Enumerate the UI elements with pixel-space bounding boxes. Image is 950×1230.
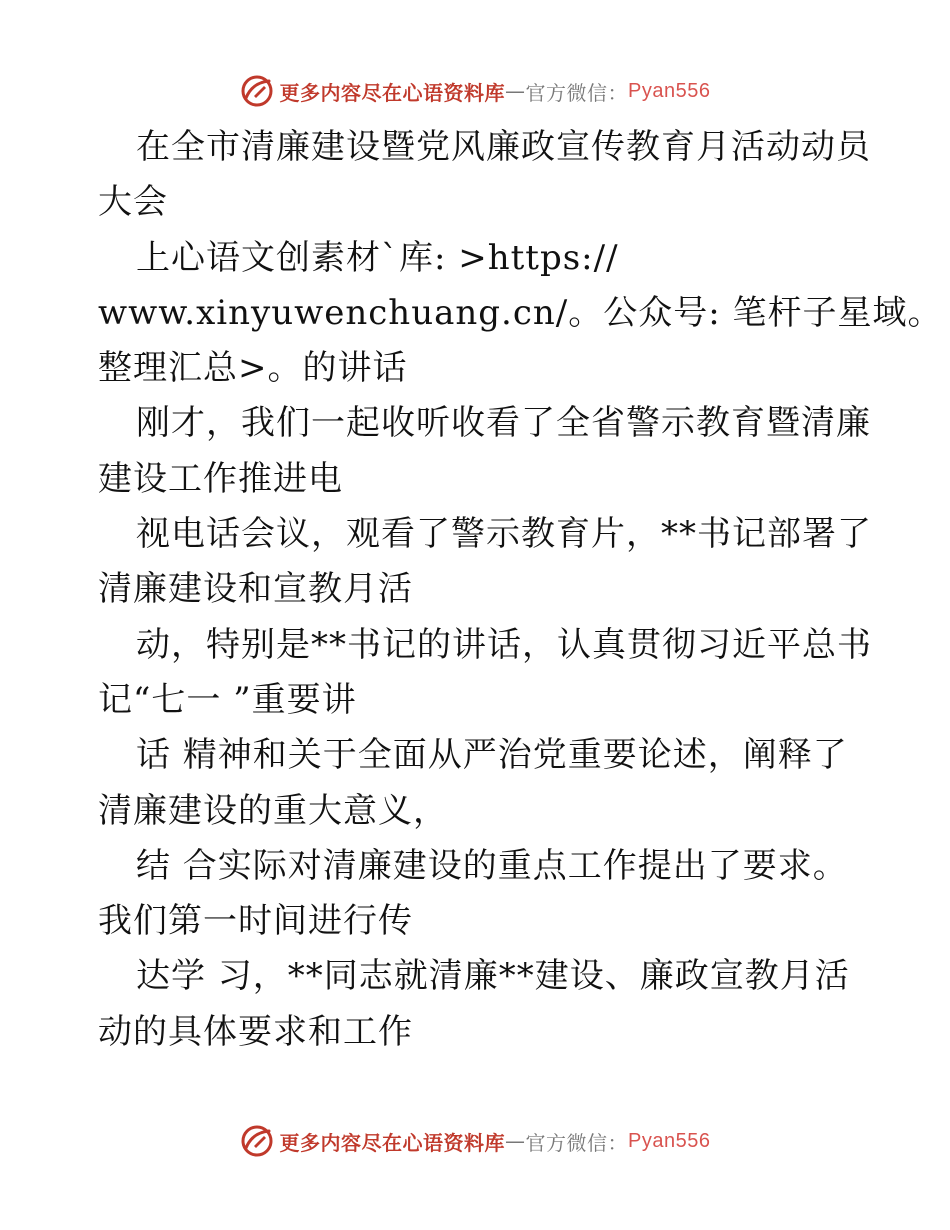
banner-wechat-label: 官方微信：	[525, 80, 629, 105]
document-body	[98, 120, 943, 1060]
body-line: 话 精神和关于全面从严治党重要论述，阐释了	[136, 735, 848, 776]
banner-wechat-label: 官方微信：	[525, 1130, 629, 1155]
body-line: 整理汇总>。的讲话	[98, 348, 408, 389]
pen-logo-icon	[240, 74, 274, 108]
body-line: 动，特别是**书记的讲话，认真贯彻习近平总书	[136, 624, 872, 665]
banner-wechat-id: Pyan556	[628, 1129, 711, 1152]
body-line: 达学 习，**同志就清廉**建设、廉政宣教月活	[136, 956, 850, 997]
banner-separator: —	[505, 1129, 526, 1153]
body-line: 上心语文创素材`库: >https://	[136, 237, 619, 278]
body-line: 在全市清廉建设暨党风廉政宣传教育月活动动员	[136, 127, 871, 167]
body-line: 结 合实际对清廉建设的重点工作提出了要求。	[136, 845, 848, 886]
body-line: 记“七一 ”重要讲	[98, 679, 357, 720]
body-line: 刚才，我们一起收听收看了全省警示教育暨清廉	[136, 403, 871, 444]
footer-banner-text	[280, 1127, 711, 1156]
body-line: www.xinyuwenchuang.cn/。公众号: 笔杆子星域。	[98, 292, 943, 333]
body-line: 我们第一时间进行传	[98, 901, 413, 942]
footer-banner	[0, 1121, 950, 1161]
body-line: 建设工作推进电	[98, 458, 343, 499]
header-banner	[0, 71, 950, 111]
banner-title: 更多内容尽在心语资料库	[279, 80, 506, 105]
header-banner-text	[280, 77, 711, 106]
body-line: 视电话会议，观看了警示教育片，**书记部署了	[136, 514, 872, 555]
banner-separator: —	[505, 79, 526, 103]
body-line: 清廉建设和宣教月活	[98, 569, 413, 610]
body-line: 动的具体要求和工作	[98, 1011, 413, 1052]
body-line: 大会	[98, 182, 168, 223]
body-line: 清廉建设的重大意义，	[98, 790, 448, 831]
pen-logo-icon	[240, 1124, 274, 1158]
banner-title: 更多内容尽在心语资料库	[279, 1130, 506, 1155]
banner-wechat-id: Pyan556	[628, 79, 711, 102]
